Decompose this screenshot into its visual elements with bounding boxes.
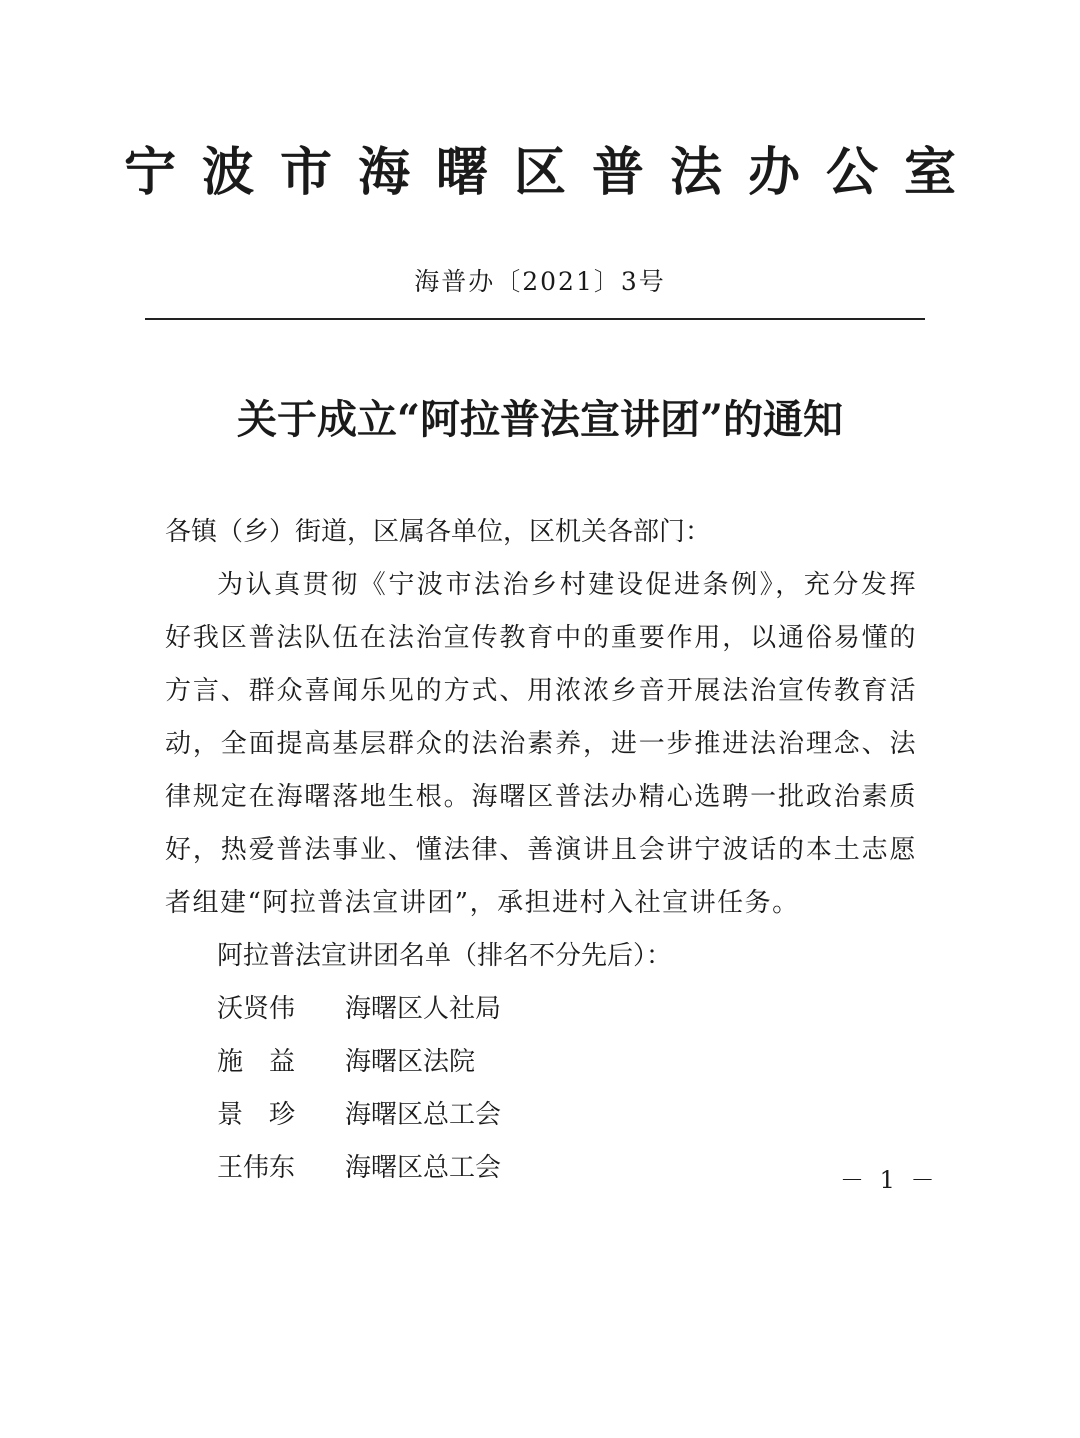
member-name: 王伟东	[217, 1153, 296, 1183]
body-paragraph: 为认真贯彻《宁波市法治乡村建设促进条例》，充分发挥好我区普法队伍在法治宣传教育中的重要作用，以通俗易懂的方言、群众喜闻乐见的方式、用浓浓乡音开展法治宣传教育活动，全面提高基层群众的法治素养，进一步推进法治理念、法律规定在海曙落地生根。海曙区普法办精心选聘一批政治素质好，热爱普法事业、懂法律、善演讲且会讲宁波话的本土志愿者组建“阿拉普法宣讲团”，承担进村入社宣讲任务。	[165, 570, 917, 918]
member-row	[165, 983, 917, 1036]
member-row	[165, 1036, 917, 1089]
member-name: 沃贤伟	[217, 994, 296, 1024]
member-row	[165, 1089, 917, 1142]
header-divider	[145, 318, 925, 320]
member-org: 海曙区法院	[345, 1047, 476, 1077]
org-title: 宁波市海曙区普法办公室	[123, 143, 982, 203]
member-name: 景 珍	[217, 1100, 296, 1130]
notice-body	[165, 506, 917, 1195]
member-row	[165, 1142, 917, 1195]
addressee-line: 各镇（乡）街道，区属各单位，区机关各部门：	[165, 517, 712, 547]
notice-title: 关于成立“阿拉普法宣讲团”的通知	[236, 396, 843, 443]
member-list	[165, 983, 917, 1195]
document-number: 海普办〔2021〕3号	[414, 267, 666, 296]
member-org: 海曙区人社局	[345, 994, 502, 1024]
member-name: 施 益	[217, 1047, 296, 1077]
member-list-heading: 阿拉普法宣讲团名单（排名不分先后）：	[217, 941, 673, 971]
member-org: 海曙区总工会	[345, 1100, 502, 1130]
member-org: 海曙区总工会	[345, 1153, 502, 1183]
page-number: － 1 －	[840, 1166, 939, 1194]
